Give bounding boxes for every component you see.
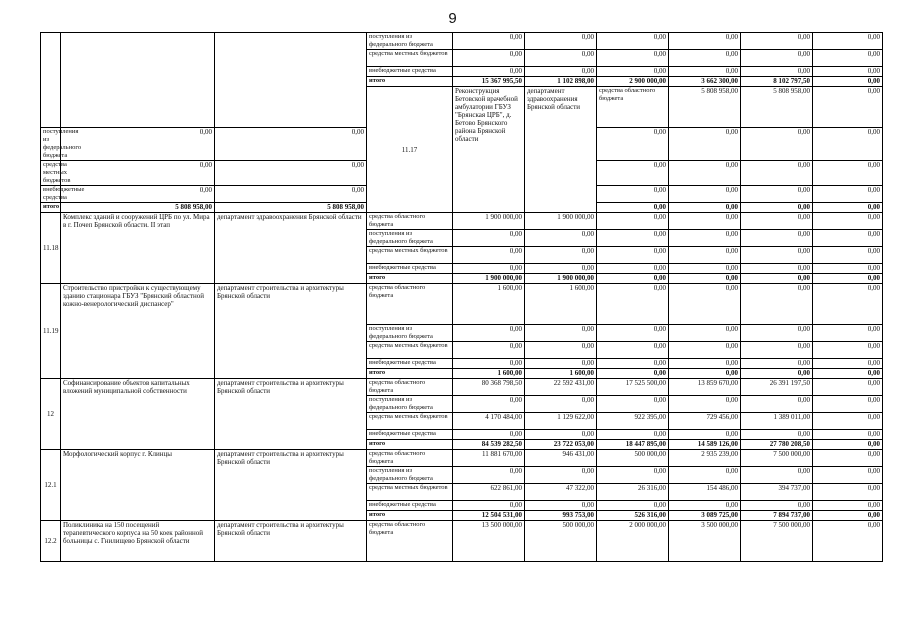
amount-cell: 0,00 — [669, 284, 741, 325]
amount-cell: 0,00 — [453, 325, 525, 342]
item-number: 11.17 — [367, 87, 453, 213]
amount-cell: 0,00 — [741, 284, 813, 325]
item-number: 11.19 — [41, 284, 61, 379]
amount-cell: 0,00 — [453, 67, 525, 77]
amount-cell: 0,00 — [525, 396, 597, 413]
amount-cell: 1 900 000,00 — [453, 213, 525, 230]
amount-cell: 0,00 — [813, 203, 883, 213]
item-name: Морфологический корпус г. Клинцы — [61, 450, 215, 521]
amount-cell: 0,00 — [215, 128, 367, 161]
amount-cell: 0,00 — [741, 274, 813, 284]
item-executor: департамент строительства и архитектуры Брянской области — [215, 521, 367, 562]
amount-cell: 26 391 197,50 — [741, 379, 813, 396]
amount-cell: 0,00 — [669, 203, 741, 213]
funding-source: средства областного бюджета — [597, 87, 669, 128]
amount-cell: 80 368 798,50 — [453, 379, 525, 396]
amount-cell: 0,00 — [597, 342, 669, 359]
amount-cell: 0,00 — [741, 213, 813, 230]
item-name: Реконструкция Бетовской врачебной амбулатории ГБУЗ "Брянская ЦРБ", д. Бетово Брянского района Брянской области — [453, 87, 525, 213]
amount-cell: 0,00 — [597, 325, 669, 342]
amount-cell: 0,00 — [813, 413, 883, 430]
funding-source: средства местных бюджетов — [367, 342, 453, 359]
amount-cell: 0,00 — [669, 33, 741, 50]
amount-cell: 0,00 — [813, 396, 883, 413]
amount-cell: 0,00 — [669, 213, 741, 230]
funding-source: поступления из федерального бюджета — [367, 325, 453, 342]
amount-cell: 84 539 282,50 — [453, 440, 525, 450]
funding-source: средства местных бюджетов — [367, 413, 453, 430]
funding-source: средства областного бюджета — [367, 450, 453, 467]
amount-cell: 0,00 — [741, 430, 813, 440]
amount-cell: 15 367 995,50 — [453, 77, 525, 87]
amount-cell: 0,00 — [741, 247, 813, 264]
amount-cell: 0,00 — [525, 325, 597, 342]
amount-cell: 0,00 — [525, 33, 597, 50]
amount-cell: 0,00 — [669, 359, 741, 369]
amount-cell: 0,00 — [525, 230, 597, 247]
amount-cell: 0,00 — [669, 230, 741, 247]
amount-cell: 0,00 — [813, 511, 883, 521]
amount-cell: 394 737,00 — [741, 484, 813, 501]
amount-cell: 18 447 895,00 — [597, 440, 669, 450]
funding-source: итого — [41, 203, 61, 213]
amount-cell: 0,00 — [813, 274, 883, 284]
item-name: Строительство пристройки к существующему зданию стационара ГБУЗ "Брянский областной кожно-венерологический диспансер" — [61, 284, 215, 379]
amount-cell: 0,00 — [597, 501, 669, 511]
amount-cell: 0,00 — [813, 67, 883, 77]
amount-cell: 2 000 000,00 — [597, 521, 669, 562]
amount-cell: 0,00 — [525, 67, 597, 77]
table-row — [41, 450, 883, 467]
funding-source: средства областного бюджета — [367, 379, 453, 396]
amount-cell: 500 000,00 — [597, 450, 669, 467]
funding-source: средства местных бюджетов — [367, 484, 453, 501]
amount-cell: 26 316,00 — [597, 484, 669, 501]
item-name: Софинансирование объектов капитальных вложений муниципальной собственности — [61, 379, 215, 450]
amount-cell: 0,00 — [741, 161, 813, 186]
amount-cell: 0,00 — [597, 467, 669, 484]
amount-cell: 1 600,00 — [453, 284, 525, 325]
amount-cell: 1 600,00 — [525, 369, 597, 379]
funding-source: поступления из федерального бюджета — [367, 230, 453, 247]
amount-cell: 0,00 — [813, 379, 883, 396]
amount-cell: 0,00 — [741, 396, 813, 413]
amount-cell: 0,00 — [669, 430, 741, 440]
amount-cell: 27 780 208,50 — [741, 440, 813, 450]
amount-cell: 0,00 — [813, 87, 883, 128]
funding-source: внебюджетные средства — [367, 501, 453, 511]
funding-source: итого — [367, 511, 453, 521]
amount-cell: 0,00 — [669, 342, 741, 359]
amount-cell: 0,00 — [453, 430, 525, 440]
amount-cell: 0,00 — [669, 369, 741, 379]
amount-cell: 0,00 — [669, 128, 741, 161]
amount-cell: 5 808 958,00 — [669, 87, 741, 128]
amount-cell: 0,00 — [525, 247, 597, 264]
amount-cell: 1 900 000,00 — [453, 274, 525, 284]
item-number: 12.1 — [41, 450, 61, 521]
funding-source: внебюджетные средства — [367, 264, 453, 274]
amount-cell: 0,00 — [813, 247, 883, 264]
amount-cell: 13 859 670,00 — [669, 379, 741, 396]
amount-cell: 0,00 — [669, 274, 741, 284]
amount-cell: 0,00 — [669, 396, 741, 413]
funding-source: поступления из федерального бюджета — [367, 467, 453, 484]
amount-cell: 0,00 — [813, 342, 883, 359]
amount-cell: 0,00 — [61, 128, 215, 161]
item-name: Поликлиника на 150 посещений терапевтического корпуса на 50 коек районной больницы с. Гнилищево Брянской области — [61, 521, 215, 562]
amount-cell: 0,00 — [525, 467, 597, 484]
amount-cell: 0,00 — [813, 186, 883, 203]
amount-cell: 0,00 — [453, 396, 525, 413]
amount-cell: 0,00 — [525, 430, 597, 440]
amount-cell: 0,00 — [741, 369, 813, 379]
amount-cell: 0,00 — [813, 325, 883, 342]
amount-cell: 0,00 — [597, 213, 669, 230]
funding-source: итого — [367, 440, 453, 450]
amount-cell: 0,00 — [669, 50, 741, 67]
item-name: Комплекс зданий и сооружений ЦРБ по ул. Мира в г. Почеп Брянской области. II этап — [61, 213, 215, 284]
amount-cell: 0,00 — [597, 369, 669, 379]
table-body — [41, 33, 883, 562]
amount-cell: 0,00 — [669, 161, 741, 186]
table-row — [41, 33, 883, 50]
amount-cell: 0,00 — [669, 325, 741, 342]
funding-source: итого — [367, 369, 453, 379]
amount-cell: 0,00 — [597, 359, 669, 369]
amount-cell: 14 589 126,00 — [669, 440, 741, 450]
amount-cell: 946 431,00 — [525, 450, 597, 467]
amount-cell: 0,00 — [597, 161, 669, 186]
funding-source: средства местных бюджетов — [367, 50, 453, 67]
amount-cell: 0,00 — [813, 264, 883, 274]
amount-cell: 0,00 — [597, 264, 669, 274]
amount-cell: 0,00 — [597, 284, 669, 325]
amount-cell: 0,00 — [669, 264, 741, 274]
item-executor — [215, 33, 367, 128]
amount-cell: 2 900 000,00 — [597, 77, 669, 87]
amount-cell: 11 881 670,00 — [453, 450, 525, 467]
page-number: 9 — [448, 10, 457, 27]
amount-cell: 7 500 000,00 — [741, 521, 813, 562]
amount-cell: 0,00 — [813, 213, 883, 230]
table-row — [41, 379, 883, 396]
amount-cell: 0,00 — [741, 186, 813, 203]
amount-cell: 0,00 — [215, 161, 367, 186]
funding-source: внебюджетные средства — [367, 67, 453, 77]
amount-cell: 0,00 — [813, 128, 883, 161]
amount-cell: 0,00 — [597, 50, 669, 67]
item-number: 12 — [41, 379, 61, 450]
table-row — [41, 521, 883, 562]
amount-cell: 0,00 — [597, 186, 669, 203]
amount-cell: 154 486,00 — [669, 484, 741, 501]
amount-cell: 922 395,00 — [597, 413, 669, 430]
amount-cell: 3 500 000,00 — [669, 521, 741, 562]
item-executor: департамент строительства и архитектуры Брянской области — [215, 284, 367, 379]
amount-cell: 1 102 898,00 — [525, 77, 597, 87]
item-executor: департамент строительства и архитектуры Брянской области — [215, 379, 367, 450]
funding-source: средства областного бюджета — [367, 284, 453, 325]
amount-cell: 0,00 — [741, 50, 813, 67]
amount-cell: 7 500 000,00 — [741, 450, 813, 467]
amount-cell: 0,00 — [741, 203, 813, 213]
amount-cell: 729 456,00 — [669, 413, 741, 430]
amount-cell: 0,00 — [61, 186, 215, 203]
item-number: 11.18 — [41, 213, 61, 284]
amount-cell: 0,00 — [813, 521, 883, 562]
amount-cell: 0,00 — [813, 467, 883, 484]
amount-cell: 0,00 — [597, 396, 669, 413]
amount-cell: 0,00 — [813, 284, 883, 325]
amount-cell: 0,00 — [525, 342, 597, 359]
amount-cell: 3 089 725,00 — [669, 511, 741, 521]
item-executor: департамент здравоохранения Брянской области — [525, 87, 597, 213]
amount-cell: 0,00 — [813, 230, 883, 247]
amount-cell: 7 894 737,00 — [741, 511, 813, 521]
amount-cell: 0,00 — [597, 203, 669, 213]
amount-cell: 0,00 — [669, 501, 741, 511]
amount-cell: 0,00 — [597, 128, 669, 161]
amount-cell: 0,00 — [741, 264, 813, 274]
amount-cell: 0,00 — [741, 467, 813, 484]
funding-source: средства областного бюджета — [367, 213, 453, 230]
amount-cell: 500 000,00 — [525, 521, 597, 562]
amount-cell: 0,00 — [741, 325, 813, 342]
amount-cell: 0,00 — [813, 450, 883, 467]
amount-cell: 1 600,00 — [525, 284, 597, 325]
amount-cell: 0,00 — [597, 33, 669, 50]
funding-source: итого — [367, 274, 453, 284]
amount-cell: 1 129 622,00 — [525, 413, 597, 430]
amount-cell: 22 592 431,00 — [525, 379, 597, 396]
amount-cell: 8 102 797,50 — [741, 77, 813, 87]
amount-cell: 0,00 — [453, 264, 525, 274]
amount-cell: 0,00 — [813, 369, 883, 379]
amount-cell: 0,00 — [597, 230, 669, 247]
budget-table — [40, 32, 883, 562]
amount-cell: 13 500 000,00 — [453, 521, 525, 562]
funding-source: внебюджетные средства — [41, 186, 61, 203]
amount-cell: 0,00 — [453, 247, 525, 264]
amount-cell: 0,00 — [453, 467, 525, 484]
amount-cell: 0,00 — [453, 33, 525, 50]
amount-cell: 0,00 — [813, 440, 883, 450]
amount-cell: 526 316,00 — [597, 511, 669, 521]
item-number: 12.2 — [41, 521, 61, 562]
amount-cell: 0,00 — [813, 501, 883, 511]
funding-source: поступления из федерального бюджета — [367, 33, 453, 50]
amount-cell: 0,00 — [525, 264, 597, 274]
amount-cell: 0,00 — [597, 430, 669, 440]
amount-cell: 12 504 531,00 — [453, 511, 525, 521]
amount-cell: 17 525 500,00 — [597, 379, 669, 396]
amount-cell: 0,00 — [597, 274, 669, 284]
funding-source: поступления из федерального бюджета — [41, 128, 61, 161]
amount-cell: 5 808 958,00 — [215, 203, 367, 213]
amount-cell: 0,00 — [741, 128, 813, 161]
amount-cell: 0,00 — [669, 67, 741, 77]
item-executor: департамент здравоохранения Брянской области — [215, 213, 367, 284]
funding-source: средства местных бюджетов — [367, 247, 453, 264]
amount-cell: 0,00 — [453, 501, 525, 511]
amount-cell: 0,00 — [525, 501, 597, 511]
item-name — [61, 33, 215, 128]
amount-cell: 3 662 300,00 — [669, 77, 741, 87]
amount-cell: 23 722 053,00 — [525, 440, 597, 450]
amount-cell: 1 900 000,00 — [525, 274, 597, 284]
amount-cell: 0,00 — [61, 161, 215, 186]
funding-source: итого — [367, 77, 453, 87]
amount-cell: 0,00 — [597, 67, 669, 77]
amount-cell: 0,00 — [453, 359, 525, 369]
amount-cell: 0,00 — [669, 467, 741, 484]
item-number — [41, 33, 61, 128]
item-executor: департамент строительства и архитектуры Брянской области — [215, 450, 367, 521]
amount-cell: 4 170 484,00 — [453, 413, 525, 430]
amount-cell: 0,00 — [453, 50, 525, 67]
amount-cell: 0,00 — [813, 430, 883, 440]
amount-cell: 1 900 000,00 — [525, 213, 597, 230]
funding-source: поступления из федерального бюджета — [367, 396, 453, 413]
amount-cell: 1 389 011,00 — [741, 413, 813, 430]
amount-cell: 0,00 — [813, 33, 883, 50]
amount-cell: 0,00 — [453, 342, 525, 359]
amount-cell: 0,00 — [813, 77, 883, 87]
funding-source: средства областного бюджета — [367, 521, 453, 562]
amount-cell: 993 753,00 — [525, 511, 597, 521]
amount-cell: 47 322,00 — [525, 484, 597, 501]
funding-source: внебюджетные средства — [367, 359, 453, 369]
amount-cell: 0,00 — [741, 342, 813, 359]
amount-cell: 0,00 — [525, 359, 597, 369]
amount-cell: 0,00 — [813, 484, 883, 501]
amount-cell: 2 935 239,00 — [669, 450, 741, 467]
amount-cell: 0,00 — [813, 50, 883, 67]
amount-cell: 0,00 — [813, 359, 883, 369]
amount-cell: 1 600,00 — [453, 369, 525, 379]
amount-cell: 5 808 958,00 — [61, 203, 215, 213]
table-row — [41, 213, 883, 230]
funding-source: средства местных бюджетов — [41, 161, 61, 186]
amount-cell: 0,00 — [215, 186, 367, 203]
amount-cell: 0,00 — [741, 33, 813, 50]
amount-cell: 0,00 — [813, 161, 883, 186]
amount-cell: 0,00 — [669, 247, 741, 264]
amount-cell: 0,00 — [597, 247, 669, 264]
amount-cell: 0,00 — [741, 67, 813, 77]
amount-cell: 0,00 — [453, 230, 525, 247]
amount-cell: 0,00 — [741, 230, 813, 247]
amount-cell: 0,00 — [741, 359, 813, 369]
table-row — [41, 284, 883, 325]
amount-cell: 0,00 — [669, 186, 741, 203]
funding-source: внебюджетные средства — [367, 430, 453, 440]
amount-cell: 622 861,00 — [453, 484, 525, 501]
amount-cell: 0,00 — [525, 50, 597, 67]
amount-cell: 0,00 — [741, 501, 813, 511]
amount-cell: 5 808 958,00 — [741, 87, 813, 128]
